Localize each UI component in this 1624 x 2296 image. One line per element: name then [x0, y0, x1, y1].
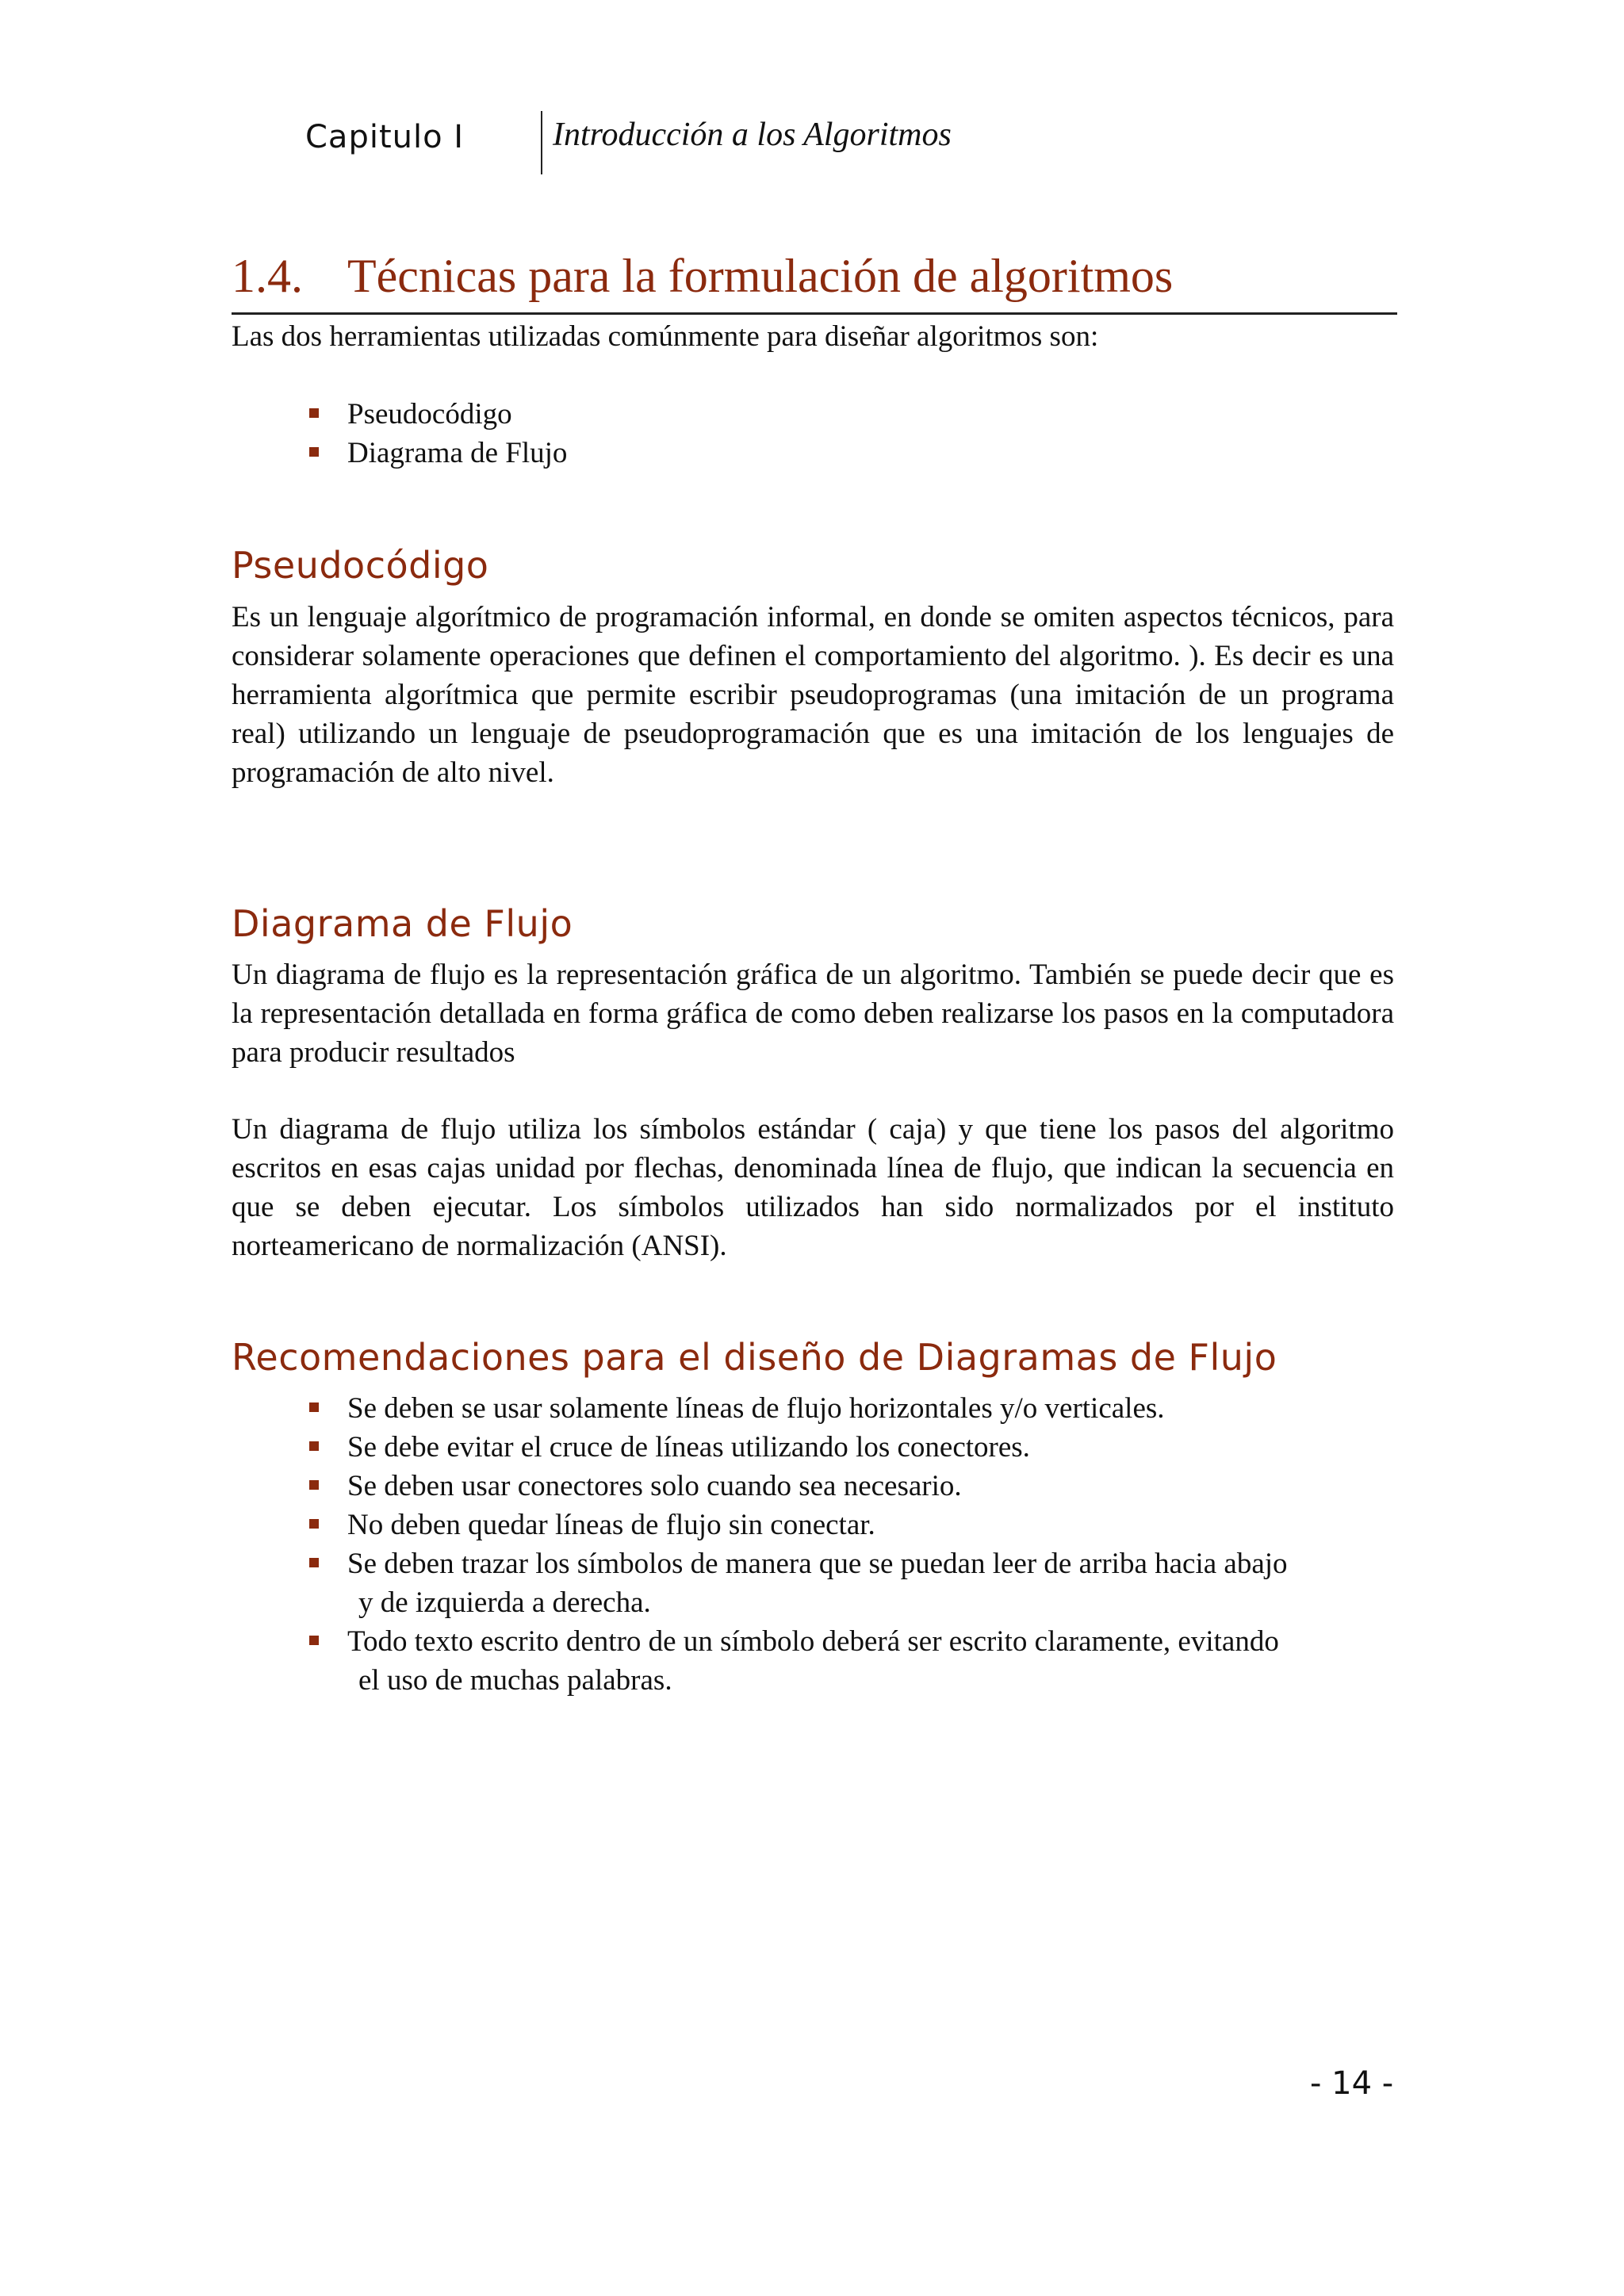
list-item [309, 1467, 1396, 1506]
list-item-text: Se debe evitar el cruce de líneas utilizando los conectores. [347, 1431, 1030, 1464]
list-item-text: Pseudocódigo [347, 398, 512, 430]
square-bullet-icon [309, 1519, 319, 1529]
square-bullet-icon [309, 408, 319, 418]
header-title: Introducción a los Algoritmos [553, 117, 952, 153]
list-item [309, 395, 1396, 434]
list-item-continuation: el uso de muchas palabras. [358, 1664, 672, 1697]
tools-list [309, 395, 1396, 473]
diagrama-paragraph-2: Un diagrama de flujo utiliza los símbolos estándar ( caja) y que tiene los pasos del algoritmo escritos en esas cajas unidad por flechas, denominada línea de flujo, que indican la secuencia en que se deben ejecutar. Los símbolos utilizados han sido normalizados por el instituto norteamericano de normalización (ANSI). [232, 1113, 1394, 1262]
square-bullet-icon [309, 1636, 319, 1645]
list-item-text: No deben quedar líneas de flujo sin conectar. [347, 1509, 875, 1541]
heading-pseudocodigo: Pseudocódigo [232, 544, 489, 587]
list-item [309, 1506, 1396, 1544]
list-item [309, 1428, 1396, 1467]
section-title [232, 244, 1397, 315]
section-title-text: Técnicas para la formulación de algoritmos [347, 250, 1174, 302]
section-number: 1.4. [232, 250, 303, 302]
pseudocodigo-paragraph: Es un lenguaje algorítmico de programación informal, en donde se omiten aspectos técnicos, para considerar solamente operaciones que definen el comportamiento del algoritmo. ). Es decir es una herramienta algorítmica que permite escribir pseudoprogramas (una imitación de un programa real) utilizando un lenguaje de pseudoprogramación que es una imitación de los lenguajes de programación de alto nivel. [232, 601, 1394, 789]
diagrama-paragraph-1: Un diagrama de flujo es la representación gráfica de un algoritmo. También se puede decir que es la representación detallada en forma gráfica de como deben realizarse los pasos en la computadora para producir resultados [232, 959, 1394, 1069]
recomendaciones-list [309, 1389, 1396, 1700]
square-bullet-icon [309, 1402, 319, 1412]
list-item-text: Todo texto escrito dentro de un símbolo deberá ser escrito claramente, evitando [347, 1625, 1279, 1658]
list-item [309, 434, 1396, 473]
heading-diagrama-de-flujo: Diagrama de Flujo [232, 902, 573, 945]
header-divider [541, 111, 542, 174]
heading-recomendaciones: Recomendaciones para el diseño de Diagramas de Flujo [232, 1336, 1277, 1379]
square-bullet-icon [309, 447, 319, 457]
running-header [305, 111, 1400, 174]
page-number: - 14 - [1310, 2065, 1394, 2102]
list-item-text: Se deben trazar los símbolos de manera que se puedan leer de arriba hacia abajo [347, 1548, 1288, 1580]
list-item [309, 1544, 1396, 1622]
square-bullet-icon [309, 1480, 319, 1490]
list-item-text: Se deben se usar solamente líneas de flujo horizontales y/o verticales. [347, 1392, 1165, 1425]
list-item [309, 1389, 1396, 1428]
intro-paragraph: Las dos herramientas utilizadas comúnmente para diseñar algoritmos son: [232, 320, 1099, 353]
list-item-text: Diagrama de Flujo [347, 437, 568, 469]
list-item-continuation: y de izquierda a derecha. [358, 1586, 651, 1619]
list-item-text: Se deben usar conectores solo cuando sea necesario. [347, 1470, 962, 1502]
header-chapter: Capitulo I [305, 119, 465, 155]
square-bullet-icon [309, 1558, 319, 1567]
square-bullet-icon [309, 1441, 319, 1451]
list-item [309, 1622, 1396, 1700]
